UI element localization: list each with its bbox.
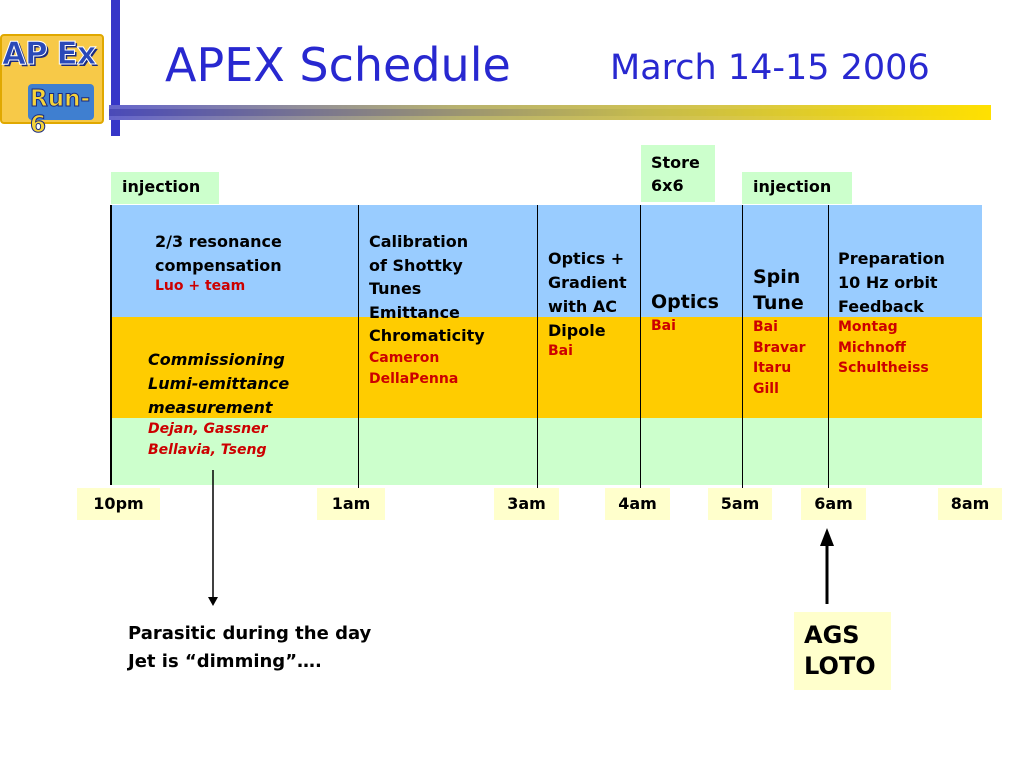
block-line: with AC <box>548 297 617 316</box>
block-resonance-people <box>155 276 245 296</box>
store-6x6-tag <box>641 145 715 202</box>
timeline-divider-4am <box>640 205 641 488</box>
parasitic-note <box>128 620 371 676</box>
timeline-divider-3am <box>537 205 538 488</box>
block-line: Spin <box>753 266 801 288</box>
block-line: Optics <box>651 291 719 313</box>
parasitic-arrow-head <box>208 597 218 606</box>
apex-run6-logo <box>0 34 104 138</box>
block-line: Dipole <box>548 321 606 340</box>
block-preparation-people <box>838 317 929 379</box>
person-name: Bai <box>548 343 573 359</box>
person-name: Luo + team <box>155 278 246 294</box>
block-commissioning-title <box>148 348 289 420</box>
ags-arrow-head <box>820 528 834 546</box>
logo-text-apex: AP Ex <box>2 36 96 72</box>
person-name: Michnoff <box>838 339 906 356</box>
block-line: Feedback <box>838 297 924 316</box>
time-label-6am: 6am <box>801 488 866 520</box>
time-label-10pm: 10pm <box>77 488 160 520</box>
block-line: Emittance <box>369 302 460 322</box>
block-commissioning-people <box>148 419 268 461</box>
timeline-divider-6am <box>828 205 829 488</box>
time-label-8am: 8am <box>938 488 1002 520</box>
block-preparation-title <box>838 247 945 319</box>
person-name: Itaru <box>753 360 792 376</box>
note-line: Jet is “dimming”…. <box>128 651 322 672</box>
block-optics-people <box>651 316 676 336</box>
header-rule-highlight <box>109 109 991 116</box>
person-name: Bai <box>651 318 676 334</box>
injection-tag-left: injection <box>111 172 219 204</box>
block-resonance-title <box>155 230 282 278</box>
block-calibration-people <box>369 348 458 390</box>
person-name: Bravar <box>753 339 806 356</box>
block-optics-title <box>651 290 719 314</box>
store-tag-line: 6x6 <box>651 176 684 195</box>
person-name: Montag <box>838 319 898 335</box>
time-label-5am: 5am <box>708 488 772 520</box>
block-line: Optics + <box>548 249 625 268</box>
block-optics-gradient-title <box>548 247 627 343</box>
block-line: measurement <box>148 398 273 417</box>
block-line: 10 Hz orbit <box>838 273 938 292</box>
block-line: Calibration <box>369 232 469 251</box>
person-name: Bellavia, Tseng <box>148 442 267 458</box>
block-line: Lumi-emittance <box>148 374 290 393</box>
time-label-3am: 3am <box>494 488 559 520</box>
block-line: Preparation <box>838 249 945 268</box>
person-name: Bai <box>753 319 778 335</box>
block-calibration-title <box>369 230 485 348</box>
logo-text-run: Run-6 <box>30 86 91 138</box>
person-name: DellaPenna <box>369 371 459 387</box>
timeline-divider-5am <box>742 205 743 488</box>
time-label-4am: 4am <box>605 488 670 520</box>
note-line: Parasitic during the day <box>128 623 372 644</box>
block-line: Tune <box>753 292 804 314</box>
ags-loto-box <box>794 612 891 690</box>
person-name: Dejan, Gassner <box>148 421 268 437</box>
person-name: Cameron <box>369 350 440 366</box>
block-line: 2/3 resonance <box>155 232 282 251</box>
page-date: March 14-15 2006 <box>610 48 930 88</box>
block-line: Tunes <box>369 279 422 298</box>
timeline-divider-1am <box>358 205 359 488</box>
block-line: compensation <box>155 256 282 275</box>
block-line: Commissioning <box>148 350 285 369</box>
timeline-left-edge <box>110 205 112 485</box>
page-title: APEX Schedule <box>165 38 511 92</box>
store-tag-line: Store <box>651 153 700 172</box>
block-spin-tune-people <box>753 317 806 399</box>
time-label-1am: 1am <box>317 488 385 520</box>
block-optics-gradient-people <box>548 341 573 361</box>
injection-tag-right: injection <box>742 172 852 204</box>
block-spin-tune-title <box>753 264 804 316</box>
person-name: Gill <box>753 380 779 397</box>
block-line: Chromaticity <box>369 326 485 345</box>
ags-line: AGS <box>804 621 860 649</box>
person-name: Schultheiss <box>838 360 929 376</box>
block-line: Gradient <box>548 273 627 292</box>
block-line: of Shottky <box>369 255 463 275</box>
ags-line: LOTO <box>804 652 876 680</box>
